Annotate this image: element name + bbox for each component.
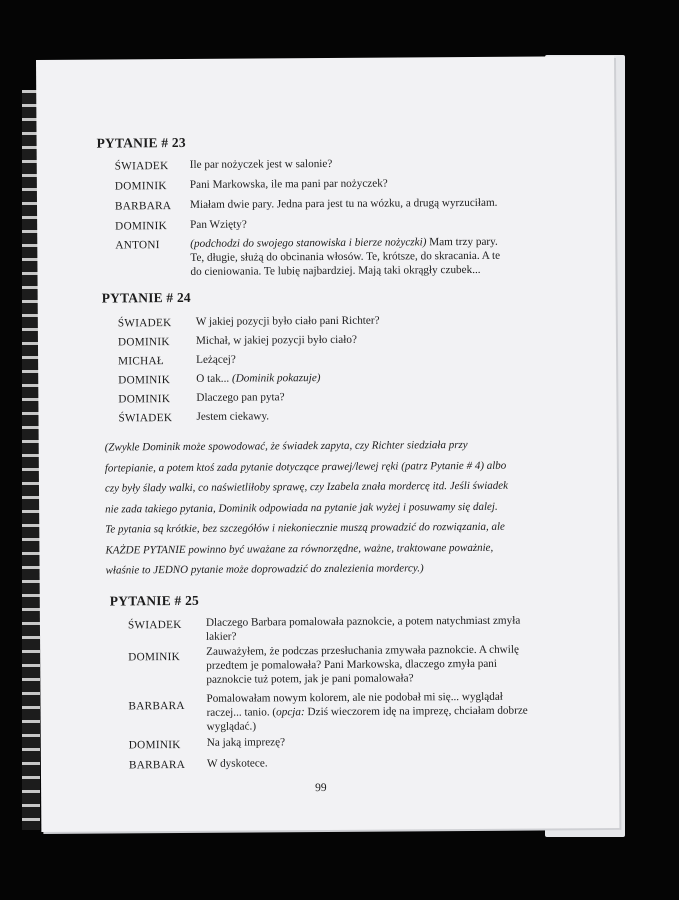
speaker: ŚWIADEK bbox=[117, 317, 172, 330]
dialogue-line: Na jaką imprezę? bbox=[206, 736, 286, 749]
page-number: 99 bbox=[315, 781, 327, 795]
stage-direction: (podchodzi do swojego stanowiska i bierze nożyczki) bbox=[190, 236, 427, 250]
speaker: DOMINIK bbox=[128, 739, 181, 752]
dialogue-line: Pan Wzięty? bbox=[190, 218, 247, 231]
speaker: DOMINIK bbox=[128, 651, 181, 664]
dialogue-line: paznokcie tuż potem, jak je pani pomalowała? bbox=[206, 672, 414, 686]
speaker: ŚWIADEK bbox=[114, 160, 169, 173]
dialogue-line: Zauważyłem, że podczas przesłuchania zmywała paznokcie. A chwilę bbox=[206, 643, 519, 658]
dialogue-line: Pomalowałam nowym kolorem, ale nie podobał mi się... wyglądał bbox=[206, 690, 503, 705]
speaker: DOMINIK bbox=[118, 374, 171, 387]
speaker: BARBARA bbox=[128, 699, 185, 713]
speaker: ŚWIADEK bbox=[127, 618, 182, 632]
dialogue-line: Leżącej? bbox=[196, 353, 236, 366]
dialogue-line: raczej... tanio. (opcja: Dziś wieczorem idę na imprezę, chciałam dobrze bbox=[206, 704, 528, 719]
speaker: ŚWIADEK bbox=[118, 412, 173, 425]
dialogue-line: Ile par nożyczek jest w salonie? bbox=[189, 157, 333, 171]
speaker: DOMINIK bbox=[117, 336, 170, 349]
dialogue-line: Dlaczego pan pyta? bbox=[196, 391, 285, 404]
dialogue-line: przedtem je pomalowała? Pani Markowska, dlaczego zmyła pani bbox=[206, 657, 498, 672]
dialogue-line: Jestem ciekawy. bbox=[196, 410, 270, 423]
dialogue-line: W dyskotece. bbox=[206, 757, 268, 770]
dialogue-line: Dlaczego Barbara pomalowała paznokcie, a potem natychmiast zmyła bbox=[205, 614, 521, 629]
speaker: BARBARA bbox=[128, 758, 186, 772]
question-24-heading: PYTANIE # 24 bbox=[101, 289, 191, 306]
speaker: ANTONI bbox=[115, 239, 160, 252]
dialogue-line: (podchodzi do swojego stanowiska i bierze nożyczki) Mam trzy pary. bbox=[190, 235, 498, 250]
speaker: DOMINIK bbox=[114, 180, 167, 193]
dialogue-line: Pani Markowska, ile ma pani par nożyczek? bbox=[189, 177, 388, 191]
dialogue-line: wyglądać.) bbox=[206, 720, 257, 733]
dialogue-line: lakier? bbox=[205, 630, 237, 643]
speaker: MICHAŁ bbox=[118, 355, 165, 368]
speaker: DOMINIK bbox=[115, 220, 168, 233]
speaker: DOMINIK bbox=[118, 393, 171, 406]
dialogue-line: Te, długie, służą do obcinania włosów. Te, krótsze, do skracania. A te bbox=[190, 249, 501, 264]
question-23-heading: PYTANIE # 23 bbox=[96, 134, 186, 151]
stage-direction: (Dominik pokazuje) bbox=[231, 372, 321, 385]
question-25-heading: PYTANIE # 25 bbox=[109, 592, 199, 609]
dialogue-line: do cieniowania. Te lubię najbardziej. Mają taki okrągły czubek... bbox=[190, 263, 481, 278]
director-note: (Zwykle Dominik może spowodować, że świadek zapyta, czy Richter siedziała przy fortepianie, a potem ktoś zada pytanie dotyczące prawej/lewej ręki (patrz Pytanie # 4) albo czy były ślady walki, co naświetliłoby sprawę, czy Izabela znała mordercę itd. Jeśli świadek nie zada takiego pytania, Dominik odpowiada na pytanie jak wyżej i posuwamy się dalej. Te pytania są krótkie, bez szczegółów i niekoniecznie muszą prowadzić do rozwiązania, ale KAŻDE PYTANIE powinno być uważane za równorzędne, ważne, traktowane poważnie, właśnie to JEDNO pytanie może doprowadzić do znalezienia mordercy.) bbox=[104, 438, 509, 577]
dialogue-line: W jakiej pozycji było ciało pani Richter? bbox=[195, 314, 380, 328]
document-page bbox=[36, 56, 619, 832]
speaker: BARBARA bbox=[114, 200, 172, 213]
dialogue-line: O tak... (Dominik pokazuje) bbox=[196, 372, 321, 385]
dialogue-line: Michał, w jakiej pozycji było ciało? bbox=[195, 333, 357, 347]
dialogue-line: Miałam dwie pary. Jedna para jest tu na wózku, a drugą wyrzuciłam. bbox=[189, 196, 498, 211]
